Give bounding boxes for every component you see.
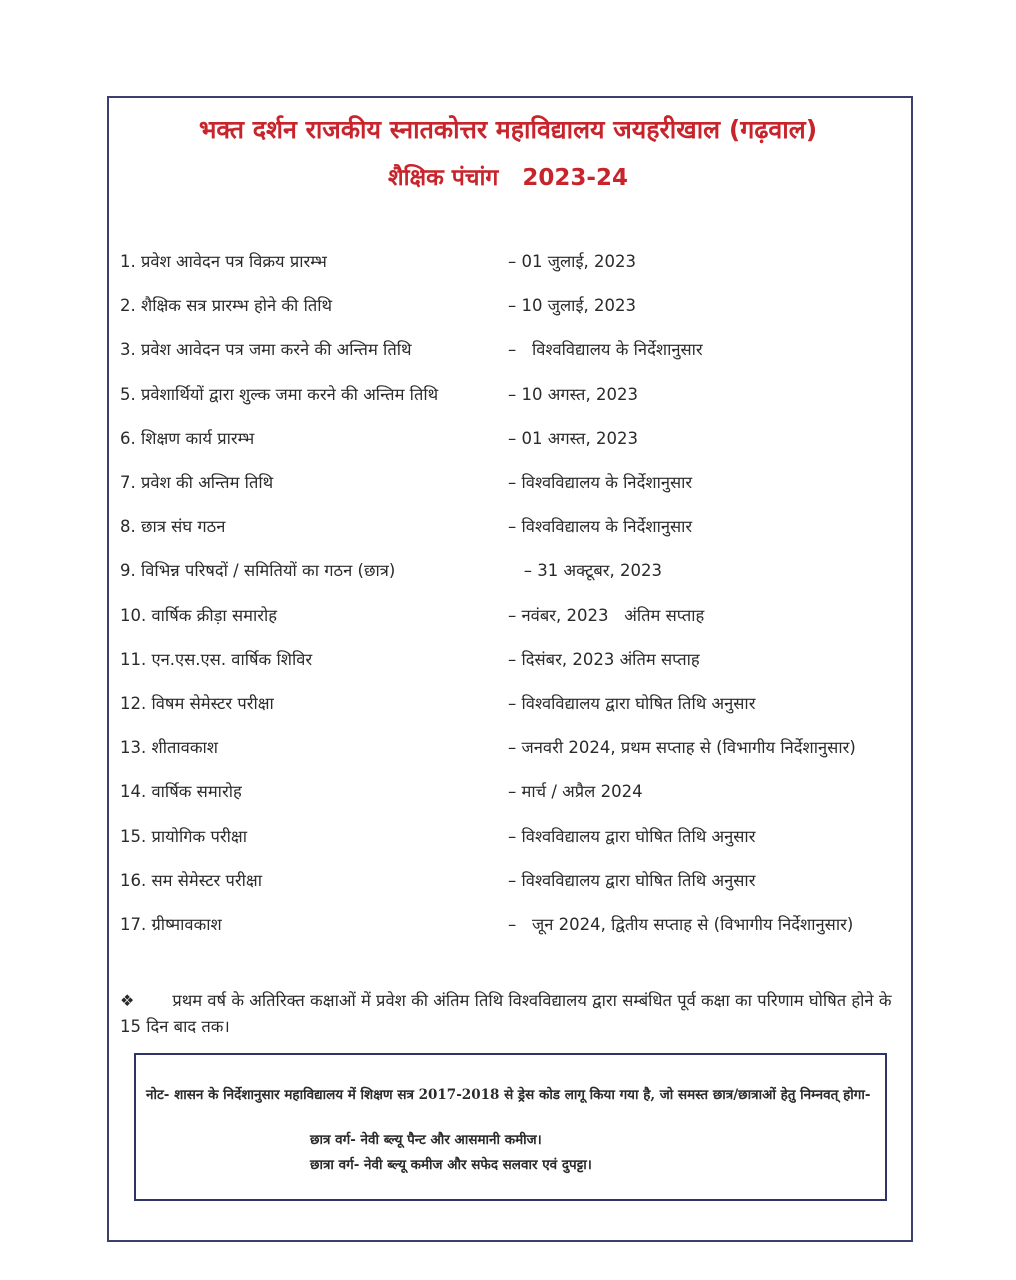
calendar-row	[120, 603, 910, 633]
calendar-row	[120, 735, 910, 765]
calendar-row	[120, 558, 910, 588]
college-name: भक्त दर्शन राजकीय स्नातकोत्तर महाविद्यालय जयहरीखाल (गढ़वाल)	[198, 115, 818, 144]
calendar-row-label: 17. ग्रीष्मावकाश	[120, 915, 222, 934]
calendar-row-value: – 31 अक्टूबर, 2023	[508, 561, 663, 581]
calendar-row-label: 3. प्रवेश आवेदन पत्र जमा करने की अन्तिम तिथि	[120, 340, 412, 360]
calendar-row	[120, 824, 910, 854]
calendar-row-label: 15. प्रायोगिक परीक्षा	[120, 826, 247, 846]
calendar-row-value: – 01 अगस्त, 2023	[508, 428, 638, 448]
calendar-row-label: 10. वार्षिक क्रीड़ा समारोह	[120, 605, 278, 625]
calendar-row-value: – दिसंबर, 2023 अंतिम सप्ताह	[508, 649, 700, 669]
calendar-row	[120, 779, 910, 809]
calendar-row-label: 8. छात्र संघ गठन	[120, 517, 226, 537]
calendar-row-label: 7. प्रवेश की अन्तिम तिथि	[120, 473, 274, 492]
calendar-row-value: – मार्च / अप्रैल 2024	[508, 782, 643, 802]
calendar-row-value: – 10 अगस्त, 2023	[508, 384, 638, 404]
calendar-row-value: – विश्वविद्यालय के निर्देशानुसार	[508, 340, 703, 360]
calendar-row	[120, 514, 910, 544]
calendar-row-value: – 01 जुलाई, 2023	[508, 252, 637, 271]
diamond-bullet-icon: ❖	[120, 991, 135, 1010]
calendar-row	[120, 647, 910, 677]
calendar-row-label: 14. वार्षिक समारोह	[120, 782, 242, 802]
footnote	[120, 988, 912, 1040]
calendar-row	[120, 912, 910, 942]
calendar-row	[120, 249, 910, 279]
calendar-row-value: – विश्वविद्यालय द्वारा घोषित तिथि अनुसार	[508, 826, 756, 846]
calendar-row-label: 6. शिक्षण कार्य प्रारम्भ	[120, 428, 255, 448]
dress-code-note-box	[134, 1053, 887, 1201]
calendar-row-label: 16. सम सेमेस्टर परीक्षा	[120, 870, 262, 890]
calendar-row	[120, 691, 910, 721]
calendar-row-value: – विश्वविद्यालय के निर्देशानुसार	[508, 473, 693, 492]
calendar-row-value: – जनवरी 2024, प्रथम सप्ताह से (विभागीय निर्देशानुसार)	[508, 738, 856, 758]
calendar-row-label: 13. शीतावकाश	[120, 738, 218, 758]
calendar-row	[120, 868, 910, 898]
calendar-row-value: – नवंबर, 2023 अंतिम सप्ताह	[508, 605, 705, 625]
note-line-girls: छात्रा वर्ग- नेवी ब्ल्यू कमीज और सफेद सलवार एवं दुपट्टा।	[310, 1157, 592, 1173]
calendar-row-label: 1. प्रवेश आवेदन पत्र विक्रय प्रारम्भ	[120, 252, 327, 271]
footnote-text: प्रथम वर्ष के अतिरिक्त कक्षाओं में प्रवेश की अंतिम तिथि विश्वविद्यालय द्वारा सम्बंधित पूर्व कक्षा का परिणाम घोषित होने के 15 दिन बाद तक।	[120, 991, 892, 1036]
calendar-row	[120, 382, 910, 412]
calendar-row-label: 5. प्रवेशार्थियों द्वारा शुल्क जमा करने की अन्तिम तिथि	[120, 384, 439, 404]
calendar-row	[120, 470, 910, 500]
calendar-row	[120, 293, 910, 323]
calendar-row	[120, 426, 910, 456]
calendar-row-label: 9. विभिन्न परिषदों / समितियों का गठन (छात्र)	[120, 561, 396, 581]
calendar-title: शैक्षिक पंचांग 2023-24	[388, 165, 628, 191]
calendar-row-value: – विश्वविद्यालय के निर्देशानुसार	[508, 517, 693, 537]
calendar-row-value: – विश्वविद्यालय द्वारा घोषित तिथि अनुसार	[508, 694, 756, 713]
calendar-row-value: – जून 2024, द्वितीय सप्ताह से (विभागीय निर्देशानुसार)	[508, 915, 854, 934]
calendar-row-label: 12. विषम सेमेस्टर परीक्षा	[120, 694, 274, 713]
calendar-row	[120, 337, 910, 367]
note-line-1: नोट- शासन के निर्देशानुसार महाविद्यालय में शिक्षण सत्र 2017-2018 से ड्रेस कोड लागू किया गया है, जो समस्त छात्र/छात्राओं हेतु निम्नवत् होगा-	[146, 1087, 871, 1103]
calendar-row-value: – 10 जुलाई, 2023	[508, 296, 637, 316]
calendar-row-label: 2. शैक्षिक सत्र प्रारम्भ होने की तिथि	[120, 296, 333, 316]
calendar-row-value: – विश्वविद्यालय द्वारा घोषित तिथि अनुसार	[508, 870, 756, 890]
note-line-boys: छात्र वर्ग- नेवी ब्ल्यू पैन्ट और आसमानी कमीज।	[310, 1132, 542, 1148]
calendar-row-label: 11. एन.एस.एस. वार्षिक शिविर	[120, 649, 313, 669]
